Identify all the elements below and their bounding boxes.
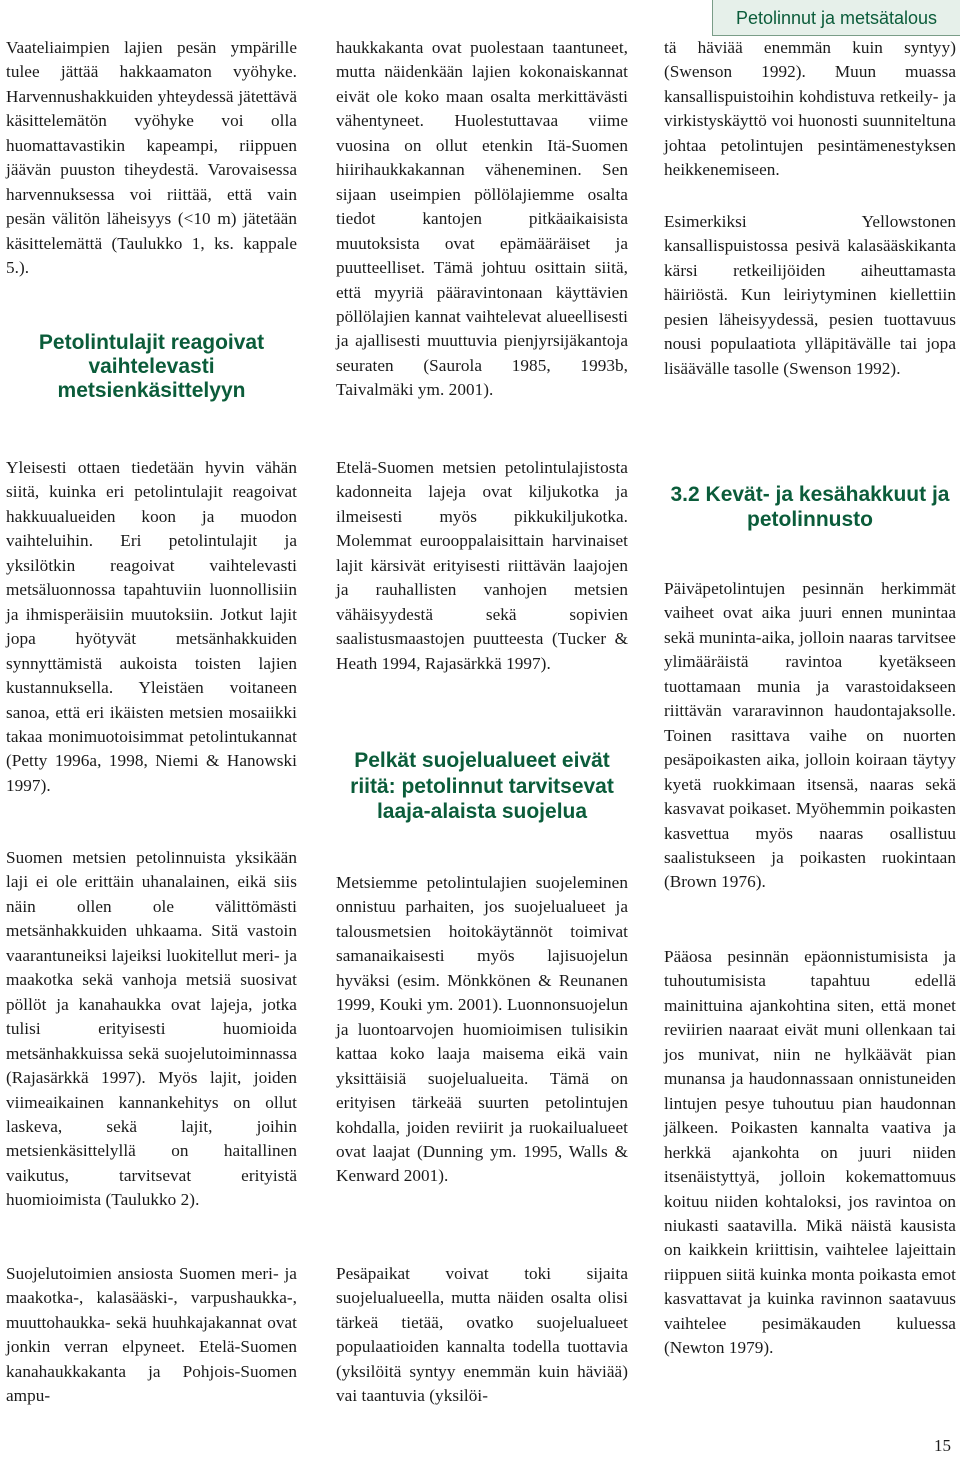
column-1-body-2 [6, 846, 297, 1213]
column-3-heading [664, 482, 956, 532]
column-2-body [336, 456, 628, 676]
column-2-heading [336, 748, 628, 825]
paragraph: Esimerkiksi Yellowstonen kansallispuistossa pesivä kalasääskikanta kärsi retkeilijöiden aiheuttamasta häiriöstä. Kun leiriytyminen kiellettiin pesien läheisyydessä, pesien tuottavuus nousi populaatiota ylläpitävälle tai jopa lisäävälle tasolle (Swenson 1992). [664, 212, 956, 378]
column-1-heading [6, 331, 297, 403]
paragraph: Päiväpetolintujen pesinnän herkimmät vaiheet ovat aika juuri ennen munintaa sekä muninta-aika, jolloin naaras tarvitsee ylimääräistä ravintoa kyetäkseen tuottamaan munia ja varastoidakseen riittävän vararavinnon haudontajaksolle. Toinen rasittava vaihe on nuorten pesäpoikasten aika, jolloin koiraan täytyy kyetä ruokkimaan itsensä, naaras sekä kasvavat poikaset. Myöhemmin poikasten kasvettua myös naaras osallistuu saalistukseen ja poikasten ruokintaan (Brown 1976). [664, 579, 956, 892]
column-3-body-3 [664, 945, 956, 1361]
paragraph: Pääosa pesinnän epäonnistumisista ja tuhoutumisista tapahtuu edellä mainittuina ajankohtina siten, että monet reviirien naaraat eivät muni ollenkaan tai jos munivat, niin ne hylkäävät pian munansa ja haudonnassaan onnistuneiden lintujen pesye tuhoutuu pian haudonnan jälkeen. Poikasten kannalta vaativa ja herkkä ajankohta on juuri niiden itsenäistyttyä, jolloin kokemattomuus koituu niiden kohtaloksi, jos ravintoa on niukasti saatavilla. Mikä näistä kausista on kaikkein kriittisin, vaihtelee lajeittain riippuen siitä kuinka monta poikasta emot kasvattavat ja kuinka ravinnon saatavuus vaihtelee pesimäkauden kuluessa (Newton 1979). [664, 947, 956, 1358]
column-3-top-paragraph [664, 36, 956, 183]
paragraph: haukkakanta ovat puolestaan taantuneet, mutta näidenkään lajien kokonaiskannat eivät ole koko maan osalta merkittävästi vähentyneet. Huolestuttavaa viime vuosina on ollut etenkin Itä-Suomen hiirihaukkakannan väheneminen. Sen sijaan useimpien pöllölajiemme osalta tiedot kantojen pitkäaikaisista muutoksista ovat epämääräiset ja puutteelliset. Tämä johtuu osittain siitä, että myyriä pääravintonaan käyttävien pöllölajien kannat vaihtelevat alueellisesti ja ajallisesti muuttuvia pienjyrsijäkantoja seuraten (Saurola 1985, 1993b, Taivalmäki ym. 2001). [336, 38, 628, 400]
section-heading: Petolintulajit reagoivat vaihtelevasti metsienkäsittelyyn [38, 331, 265, 402]
paragraph: Vaateliaimpien lajien pesän ympärille tulee jättää hakkaamaton vyöhyke. Harvennushakkuiden yhteydessä jätettävä käsittelemätön vyöhyke voi olla huomattavastikin kapeampi, riippuen jäävän puuston tiheydestä. Varovaisessa harvennuksessa voi riittää, että vain pesän välitön läheisyys (<10 m) jätetään käsittelemättä (Taulukko 1, ks. kappale 5.). [6, 38, 297, 278]
paragraph: Suojelutoimien ansiosta Suomen meri- ja maakotka-, kalasääski-, varpushaukka-, muuttohaukka- sekä huuhkajakannat ovat jonkin verran elpyneet. Etelä-Suomen kanahaukkakanta ja Pohjois-Suomen ampu- [6, 1264, 297, 1406]
column-2-body-3 [336, 1262, 628, 1409]
paragraph: Etelä-Suomen metsien petolintulajistosta kadonneita lajeja ovat kiljukotka ja ilmeisesti myös pikkukiljukotka. Molemmat eurooppalaisittain harvinaiset lajit kärsivät erityisesti riittävän laajojen ja rauhallisten vanhojen metsien vähäisyydestä sekä sopivien saalistusmaastojen puutteesta (Tucker & Heath 1994, Rajasärkkä 1997). [336, 458, 628, 673]
section-heading: Pelkät suojelualueet eivät riitä: petolinnut tarvitsevat laaja-alaista suojelua [350, 749, 614, 823]
section-tab: Petolinnut ja metsätalous [712, 0, 960, 36]
column-2-body-2 [336, 871, 628, 1189]
column-1-body [6, 456, 297, 798]
paragraph: Yleisesti ottaen tiedetään hyvin vähän siitä, kuinka eri petolintulajit reagoivat hakkuualueiden koon ja muodon vaihteluihin. Eri petolintulajit ja yksilötkin reagoivat vaihtelevasti metsäluonnossa tapahtuviin luonnollisiin ja ihmisperäisiin muutoksiin. Jotkut lajit jopa hyötyvät metsänhakkuiden synnyttämistä aukoista toisten lajien kustannuksella. Yleistäen voitaneen sanoa, että eri ikäisten metsien mosaiikki takaa monimuotoisimmat petolintukannat (Petty 1996a, 1998, Niemi & Hanowski 1997). [6, 458, 297, 795]
column-2-top-paragraph [336, 36, 628, 403]
page-number: 15 [934, 1436, 951, 1455]
paragraph: tä häviää enemmän kuin syntyy) (Swenson 1992). Muun muassa kansallispuistoihin kohdistuva retkeily- ja virkistyskäyttö voi huonosti suunniteltuna johtaa petolintujen pesintämenestyksen heikkenemiseen. [664, 38, 956, 180]
paragraph: Suomen metsien petolinnuista yksikään laji ei ole erittäin uhanalainen, eikä siis näin ollen ole välittömästi metsänhakkuiden uhkaama. Sitä vastoin vaarantuneiksi lajeiksi luokitellut meri- ja maakotka sekä vanhoja metsiä suosivat pöllöt ja kanahaukka ovat lajeja, jotka tulisi erityisesti huomioida metsänhakkuissa sekä suojelutoiminnassa (Rajasärkkä 1997). Myös lajit, joiden viimeaikainen kannankehitys on ollut laskeva, sekä lajit, joihin metsienkäsittelyllä on haitallinen vaikutus, tarvitsevat erityistä huomioimista (Taulukko 2). [6, 848, 297, 1210]
section-heading: 3.2 Kevät- ja kesähakkuut ja petolinnusto [670, 483, 950, 531]
column-1-body-3 [6, 1262, 297, 1409]
column-3-body-2 [664, 577, 956, 895]
column-3-body [664, 210, 956, 381]
column-1-top-paragraph [6, 36, 297, 281]
paragraph: Metsiemme petolintulajien suojeleminen onnistuu parhaiten, jos suojelualueet ja talousmetsien hoitokäytännöt toimivat samanaikaisesti myös lajisuojelun hyväksi (esim. Mönkkönen & Reunanen 1999, Kouki ym. 2001). Luonnonsuojelun ja luontoarvojen huomioimisen tulisikin kattaa koko laaja maisema eikä vain yksittäisiä suojelualueita. Tämä on erityisen tärkeää suurten petolintujen kohdalla, joiden reviirit ja ruokailualueet ovat laajat (Dunning ym. 1995, Walls & Kenward 2001). [336, 873, 628, 1186]
paragraph: Pesäpaikat voivat toki sijaita suojelualueella, mutta näiden osalta olisi tärkeä tietää, ovatko suojelualueet populaatioiden kannalta todella tuottavia (yksilöitä syntyy enemmän kuin häviää) vai taantuvia (yksilöi- [336, 1264, 628, 1406]
